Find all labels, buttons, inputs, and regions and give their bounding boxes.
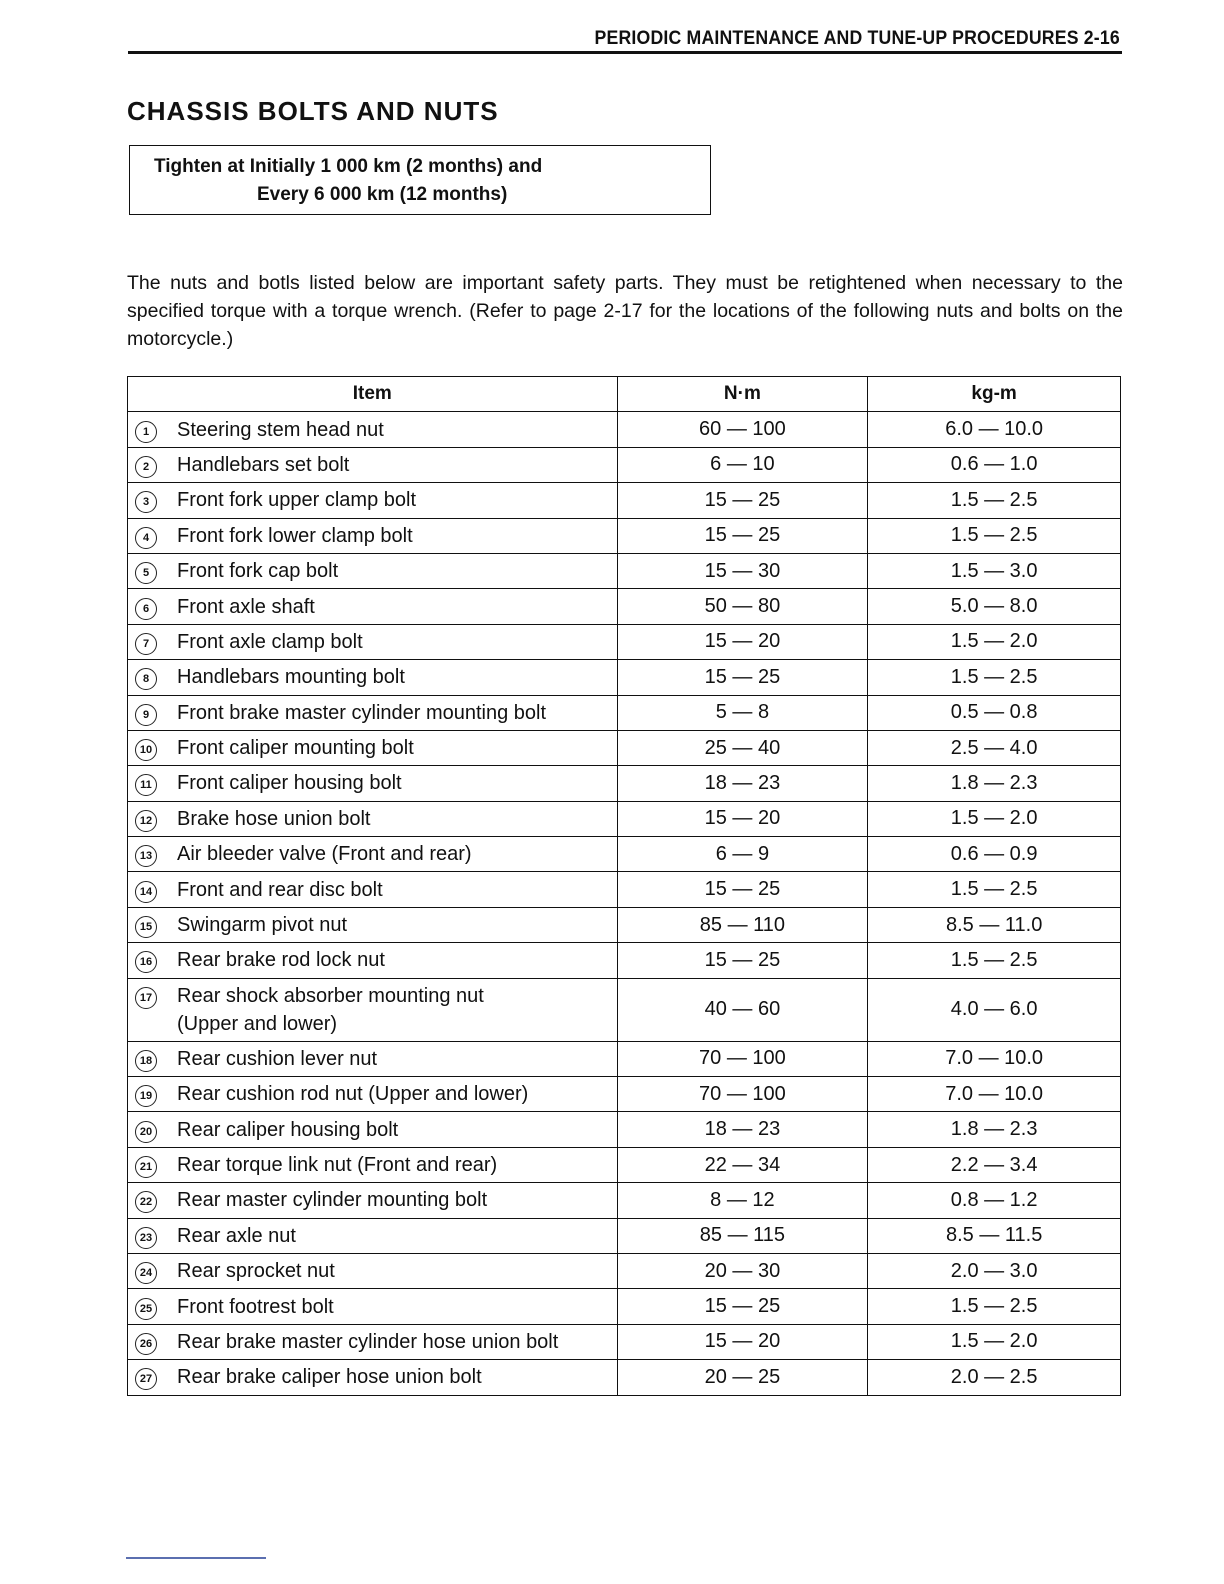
item-number-badge: 26	[135, 1333, 157, 1355]
table-row	[128, 1289, 1121, 1324]
item-number-badge: 20	[135, 1121, 157, 1143]
item-name: Front and rear disc bolt	[177, 878, 383, 901]
item-number-badge: 2	[135, 456, 157, 478]
item-cell	[128, 1289, 618, 1324]
table-row	[128, 1324, 1121, 1359]
item-number-badge: 11	[135, 774, 157, 796]
torque-nm-cell: 22 — 34	[617, 1147, 868, 1182]
header-rule	[128, 51, 1122, 54]
table-row	[128, 1147, 1121, 1182]
item-cell	[128, 660, 618, 695]
torque-kgm-cell: 1.5 — 2.5	[868, 1289, 1121, 1324]
torque-nm-cell: 25 — 40	[617, 730, 868, 765]
item-number-badge: 21	[135, 1156, 157, 1178]
torque-nm-cell: 15 — 25	[617, 518, 868, 553]
torque-kgm-cell: 1.5 — 2.0	[868, 1324, 1121, 1359]
item-number-badge: 15	[135, 916, 157, 938]
table-row	[128, 1112, 1121, 1147]
item-name: Rear master cylinder mounting bolt	[177, 1189, 488, 1212]
item-cell	[128, 1041, 618, 1076]
item-number-badge: 13	[135, 845, 157, 867]
torque-kgm-cell: 1.5 — 2.0	[868, 624, 1121, 659]
table-row	[128, 872, 1121, 907]
item-cell	[128, 553, 618, 588]
torque-nm-cell: 6 — 9	[617, 837, 868, 872]
torque-nm-cell: 18 — 23	[617, 766, 868, 801]
table-row	[128, 447, 1121, 482]
torque-kgm-cell: 6.0 — 10.0	[868, 412, 1121, 447]
torque-kgm-cell: 2.0 — 3.0	[868, 1253, 1121, 1288]
column-header-item: Item	[128, 377, 618, 412]
table-row	[128, 978, 1121, 1041]
item-name: Rear cushion lever nut	[177, 1047, 378, 1070]
table-row	[128, 837, 1121, 872]
table-row	[128, 518, 1121, 553]
torque-nm-cell: 15 — 20	[617, 1324, 868, 1359]
torque-nm-cell: 15 — 25	[617, 872, 868, 907]
item-cell	[128, 907, 618, 942]
torque-nm-cell: 15 — 25	[617, 483, 868, 518]
item-name: Handlebars mounting bolt	[177, 666, 405, 689]
torque-kgm-cell: 1.5 — 3.0	[868, 553, 1121, 588]
torque-nm-cell: 85 — 110	[617, 907, 868, 942]
table-header-row	[128, 377, 1121, 412]
item-name: Front fork upper clamp bolt	[177, 489, 416, 512]
torque-nm-cell: 15 — 20	[617, 624, 868, 659]
item-number-badge: 4	[135, 527, 157, 549]
item-name: Rear cushion rod nut (Upper and lower)	[177, 1083, 529, 1106]
item-name: Rear axle nut	[177, 1224, 296, 1247]
torque-kgm-cell: 1.5 — 2.5	[868, 943, 1121, 978]
item-number-badge: 22	[135, 1191, 157, 1213]
torque-kgm-cell: 1.8 — 2.3	[868, 766, 1121, 801]
item-name: Rear caliper housing bolt	[177, 1118, 399, 1141]
item-cell	[128, 943, 618, 978]
torque-nm-cell: 8 — 12	[617, 1183, 868, 1218]
torque-kgm-cell: 5.0 — 8.0	[868, 589, 1121, 624]
item-name: Rear brake caliper hose union bolt	[177, 1366, 482, 1389]
item-cell	[128, 730, 618, 765]
table-row	[128, 1360, 1121, 1395]
item-name: Front footrest bolt	[177, 1295, 334, 1318]
table-row	[128, 1041, 1121, 1076]
item-number-badge: 14	[135, 881, 157, 903]
item-cell	[128, 978, 618, 1041]
item-cell	[128, 1112, 618, 1147]
item-cell	[128, 624, 618, 659]
torque-nm-cell: 18 — 23	[617, 1112, 868, 1147]
intro-paragraph: The nuts and botls listed below are important safety parts. They must be retightened when necessary to the specified torque with a torque wrench. (Refer to page 2-17 for the locations of the following nuts and bolts on the motorcycle.)	[127, 272, 1123, 350]
torque-kgm-cell: 0.5 — 0.8	[868, 695, 1121, 730]
table-row	[128, 1183, 1121, 1218]
item-name: Front brake master cylinder mounting bolt	[177, 701, 547, 724]
item-name: Front axle clamp bolt	[177, 630, 363, 653]
bottom-divider	[126, 1557, 266, 1559]
table-row	[128, 766, 1121, 801]
torque-kgm-cell: 8.5 — 11.0	[868, 907, 1121, 942]
table-row	[128, 801, 1121, 836]
item-cell	[128, 412, 618, 447]
torque-kgm-cell: 2.0 — 2.5	[868, 1360, 1121, 1395]
item-cell	[128, 1077, 618, 1112]
torque-kgm-cell: 1.5 — 2.5	[868, 483, 1121, 518]
torque-nm-cell: 50 — 80	[617, 589, 868, 624]
item-number-badge: 18	[135, 1050, 157, 1072]
item-cell	[128, 447, 618, 482]
torque-kgm-cell: 0.8 — 1.2	[868, 1183, 1121, 1218]
torque-nm-cell: 5 — 8	[617, 695, 868, 730]
torque-nm-cell: 60 — 100	[617, 412, 868, 447]
item-number-badge: 24	[135, 1262, 157, 1284]
item-name: Front fork lower clamp bolt	[177, 524, 413, 547]
table-row	[128, 943, 1121, 978]
torque-kgm-cell: 1.5 — 2.0	[868, 801, 1121, 836]
table-row	[128, 1253, 1121, 1288]
torque-nm-cell: 15 — 25	[617, 1289, 868, 1324]
section-title: CHASSIS BOLTS AND NUTS	[127, 96, 499, 126]
torque-kgm-cell: 1.8 — 2.3	[868, 1112, 1121, 1147]
item-number-badge: 27	[135, 1368, 157, 1390]
item-number-badge: 23	[135, 1227, 157, 1249]
torque-nm-cell: 85 — 115	[617, 1218, 868, 1253]
table-row	[128, 412, 1121, 447]
item-number-badge: 8	[135, 668, 157, 690]
torque-kgm-cell: 7.0 — 10.0	[868, 1041, 1121, 1076]
item-cell	[128, 1253, 618, 1288]
item-number-badge: 6	[135, 598, 157, 620]
item-name: Rear sprocket nut	[177, 1260, 335, 1283]
torque-kgm-cell: 0.6 — 1.0	[868, 447, 1121, 482]
item-name: Front caliper mounting bolt	[177, 737, 414, 760]
item-name: Front axle shaft	[177, 595, 315, 618]
table-row	[128, 1218, 1121, 1253]
torque-nm-cell: 15 — 25	[617, 660, 868, 695]
item-name: Brake hose union bolt	[177, 807, 371, 830]
torque-kgm-cell: 7.0 — 10.0	[868, 1077, 1121, 1112]
torque-nm-cell: 20 — 25	[617, 1360, 868, 1395]
item-name: Swingarm pivot nut	[177, 914, 348, 937]
table-row	[128, 624, 1121, 659]
torque-nm-cell: 15 — 20	[617, 801, 868, 836]
torque-kgm-cell: 4.0 — 6.0	[868, 978, 1121, 1041]
torque-nm-cell: 70 — 100	[617, 1077, 868, 1112]
item-cell	[128, 872, 618, 907]
torque-kgm-cell: 1.5 — 2.5	[868, 872, 1121, 907]
column-header-nm: N·m	[617, 377, 868, 412]
item-number-badge: 3	[135, 491, 157, 513]
torque-kgm-cell: 8.5 — 11.5	[868, 1218, 1121, 1253]
item-name-continued: (Upper and lower)	[177, 1012, 338, 1035]
item-cell	[128, 1147, 618, 1182]
schedule-line-1: Tighten at Initially 1 000 km (2 months) and	[154, 156, 543, 177]
item-number-badge: 12	[135, 810, 157, 832]
item-cell	[128, 1183, 618, 1218]
torque-kgm-cell: 1.5 — 2.5	[868, 660, 1121, 695]
table-row	[128, 907, 1121, 942]
table-row	[128, 695, 1121, 730]
schedule-line-2: Every 6 000 km (12 months)	[257, 184, 508, 205]
torque-nm-cell: 15 — 25	[617, 943, 868, 978]
item-name: Rear brake master cylinder hose union bolt	[177, 1330, 559, 1353]
item-cell	[128, 837, 618, 872]
item-name: Front caliper housing bolt	[177, 772, 402, 795]
table-row	[128, 589, 1121, 624]
item-cell	[128, 766, 618, 801]
item-cell	[128, 1218, 618, 1253]
item-number-badge: 17	[135, 987, 157, 1009]
torque-table	[127, 376, 1121, 1396]
item-name: Rear brake rod lock nut	[177, 949, 385, 972]
column-header-kgm: kg-m	[868, 377, 1121, 412]
item-number-badge: 16	[135, 951, 157, 973]
page-header-title: PERIODIC MAINTENANCE AND TUNE-UP PROCEDURES 2-16	[594, 28, 1120, 49]
item-name: Air bleeder valve (Front and rear)	[177, 843, 472, 866]
item-cell	[128, 1360, 618, 1395]
torque-nm-cell: 70 — 100	[617, 1041, 868, 1076]
table-row	[128, 1077, 1121, 1112]
table-row	[128, 483, 1121, 518]
item-cell	[128, 1324, 618, 1359]
item-cell	[128, 518, 618, 553]
item-cell	[128, 801, 618, 836]
item-name: Handlebars set bolt	[177, 453, 350, 476]
item-number-badge: 7	[135, 633, 157, 655]
item-cell	[128, 589, 618, 624]
item-cell	[128, 483, 618, 518]
torque-nm-cell: 15 — 30	[617, 553, 868, 588]
table-row	[128, 553, 1121, 588]
torque-nm-cell: 20 — 30	[617, 1253, 868, 1288]
item-name: Rear torque link nut (Front and rear)	[177, 1154, 498, 1176]
item-number-badge: 9	[135, 704, 157, 726]
item-name: Front fork cap bolt	[177, 560, 339, 583]
torque-kgm-cell: 0.6 — 0.9	[868, 837, 1121, 872]
schedule-box	[129, 145, 711, 215]
torque-nm-cell: 40 — 60	[617, 978, 868, 1041]
item-number-badge: 25	[135, 1298, 157, 1320]
torque-kgm-cell: 2.2 — 3.4	[868, 1147, 1121, 1182]
table-row	[128, 660, 1121, 695]
item-number-badge: 1	[135, 421, 157, 443]
table-row	[128, 730, 1121, 765]
item-number-badge: 5	[135, 562, 157, 584]
item-cell	[128, 695, 618, 730]
item-number-badge: 19	[135, 1085, 157, 1107]
torque-nm-cell: 6 — 10	[617, 447, 868, 482]
torque-kgm-cell: 2.5 — 4.0	[868, 730, 1121, 765]
item-name: Rear shock absorber mounting nut	[177, 984, 484, 1007]
item-number-badge: 10	[135, 739, 157, 761]
item-name: Steering stem head nut	[177, 418, 384, 441]
torque-kgm-cell: 1.5 — 2.5	[868, 518, 1121, 553]
